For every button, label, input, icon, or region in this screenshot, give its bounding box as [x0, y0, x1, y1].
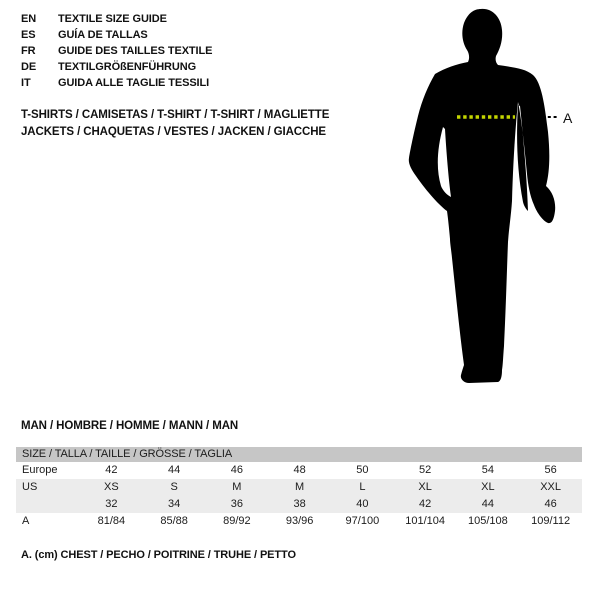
size-row-label: A	[22, 515, 30, 527]
size-value-cell: 46	[230, 464, 243, 476]
garment-type-line: JACKETS / CHAQUETAS / VESTES / JACKEN / GIACCHE	[21, 126, 326, 138]
garment-type-lines	[21, 107, 329, 141]
section-title-man: MAN / HOMBRE / HOMME / MANN / MAN	[21, 420, 239, 432]
size-value-cell: XL	[481, 481, 495, 493]
size-value-cell: 34	[168, 498, 181, 510]
size-row-label: Europe	[22, 464, 58, 476]
language-row-it	[21, 75, 212, 91]
silhouette-svg	[402, 6, 574, 388]
size-value-cell: 89/92	[223, 515, 251, 527]
language-code: EN	[21, 13, 37, 25]
size-value-cell: 42	[105, 464, 118, 476]
size-value-cell: S	[170, 481, 178, 493]
size-value-cell: 40	[356, 498, 369, 510]
garment-type-line: T-SHIRTS / CAMISETAS / T-SHIRT / T-SHIRT / MAGLIETTE	[21, 109, 330, 121]
language-guide-title: GUIDE DES TAILLES TEXTILE	[58, 45, 213, 57]
size-table-header: SIZE / TALLA / TAILLE / GRÖSSE / TAGLIA	[16, 447, 582, 462]
size-value-cell: 54	[481, 464, 494, 476]
size-value-cell: 50	[356, 464, 369, 476]
language-code: ES	[21, 29, 36, 41]
language-title-list	[21, 11, 212, 91]
language-guide-title: GUIDA ALLE TAGLIE TESSILI	[58, 77, 210, 89]
size-value-cell: XS	[104, 481, 119, 493]
size-value-cell: L	[359, 481, 366, 493]
size-value-cell: M	[232, 481, 242, 493]
size-value-cell: 36	[230, 498, 243, 510]
man-silhouette-figure	[402, 6, 574, 388]
language-code: FR	[21, 45, 36, 57]
size-table-row	[16, 513, 582, 530]
size-table-row	[16, 496, 582, 513]
size-value-cell: 81/84	[97, 515, 126, 527]
size-value-cell: 44	[168, 464, 181, 476]
size-value-cell: 44	[481, 498, 494, 510]
size-value-cell: 56	[544, 464, 557, 476]
size-value-cell: 109/112	[531, 515, 571, 527]
language-row-en	[21, 11, 212, 27]
size-value-cell: 97/100	[345, 515, 380, 527]
language-row-fr	[21, 43, 212, 59]
language-row-es	[21, 27, 212, 43]
size-table	[16, 447, 582, 530]
size-table-body	[16, 462, 582, 530]
size-row-label	[16, 496, 80, 513]
size-value-cell: 52	[419, 464, 432, 476]
size-value-cell: 38	[293, 498, 306, 510]
man-silhouette	[409, 9, 555, 383]
language-code: IT	[21, 77, 31, 89]
size-value-cell: XXL	[540, 481, 562, 493]
size-value-cell: 85/88	[160, 515, 188, 527]
size-value-cell: 32	[105, 498, 118, 510]
size-value-cell: 101/104	[405, 515, 445, 527]
size-row-label: US	[22, 481, 38, 493]
size-value-cell: 46	[544, 498, 557, 510]
language-guide-title: TEXTILE SIZE GUIDE	[58, 13, 167, 25]
size-value-cell: 42	[419, 498, 432, 510]
size-value-cell: M	[295, 481, 305, 493]
size-value-cell: 48	[293, 464, 306, 476]
language-guide-title: TEXTILGRÖßENFÜHRUNG	[58, 61, 197, 73]
size-table-row	[16, 462, 582, 479]
language-code: DE	[21, 61, 37, 73]
size-value-cell: XL	[418, 481, 432, 493]
language-row-de	[21, 59, 212, 75]
measurement-label-a: A	[563, 110, 573, 126]
language-guide-title: GUÍA DE TALLAS	[58, 29, 148, 41]
size-table-row	[16, 479, 582, 496]
size-value-cell: 105/108	[467, 515, 508, 527]
measurement-footnote: A. (cm) CHEST / PECHO / POITRINE / TRUHE / PETTO	[21, 549, 296, 561]
size-value-cell: 93/96	[285, 515, 314, 527]
